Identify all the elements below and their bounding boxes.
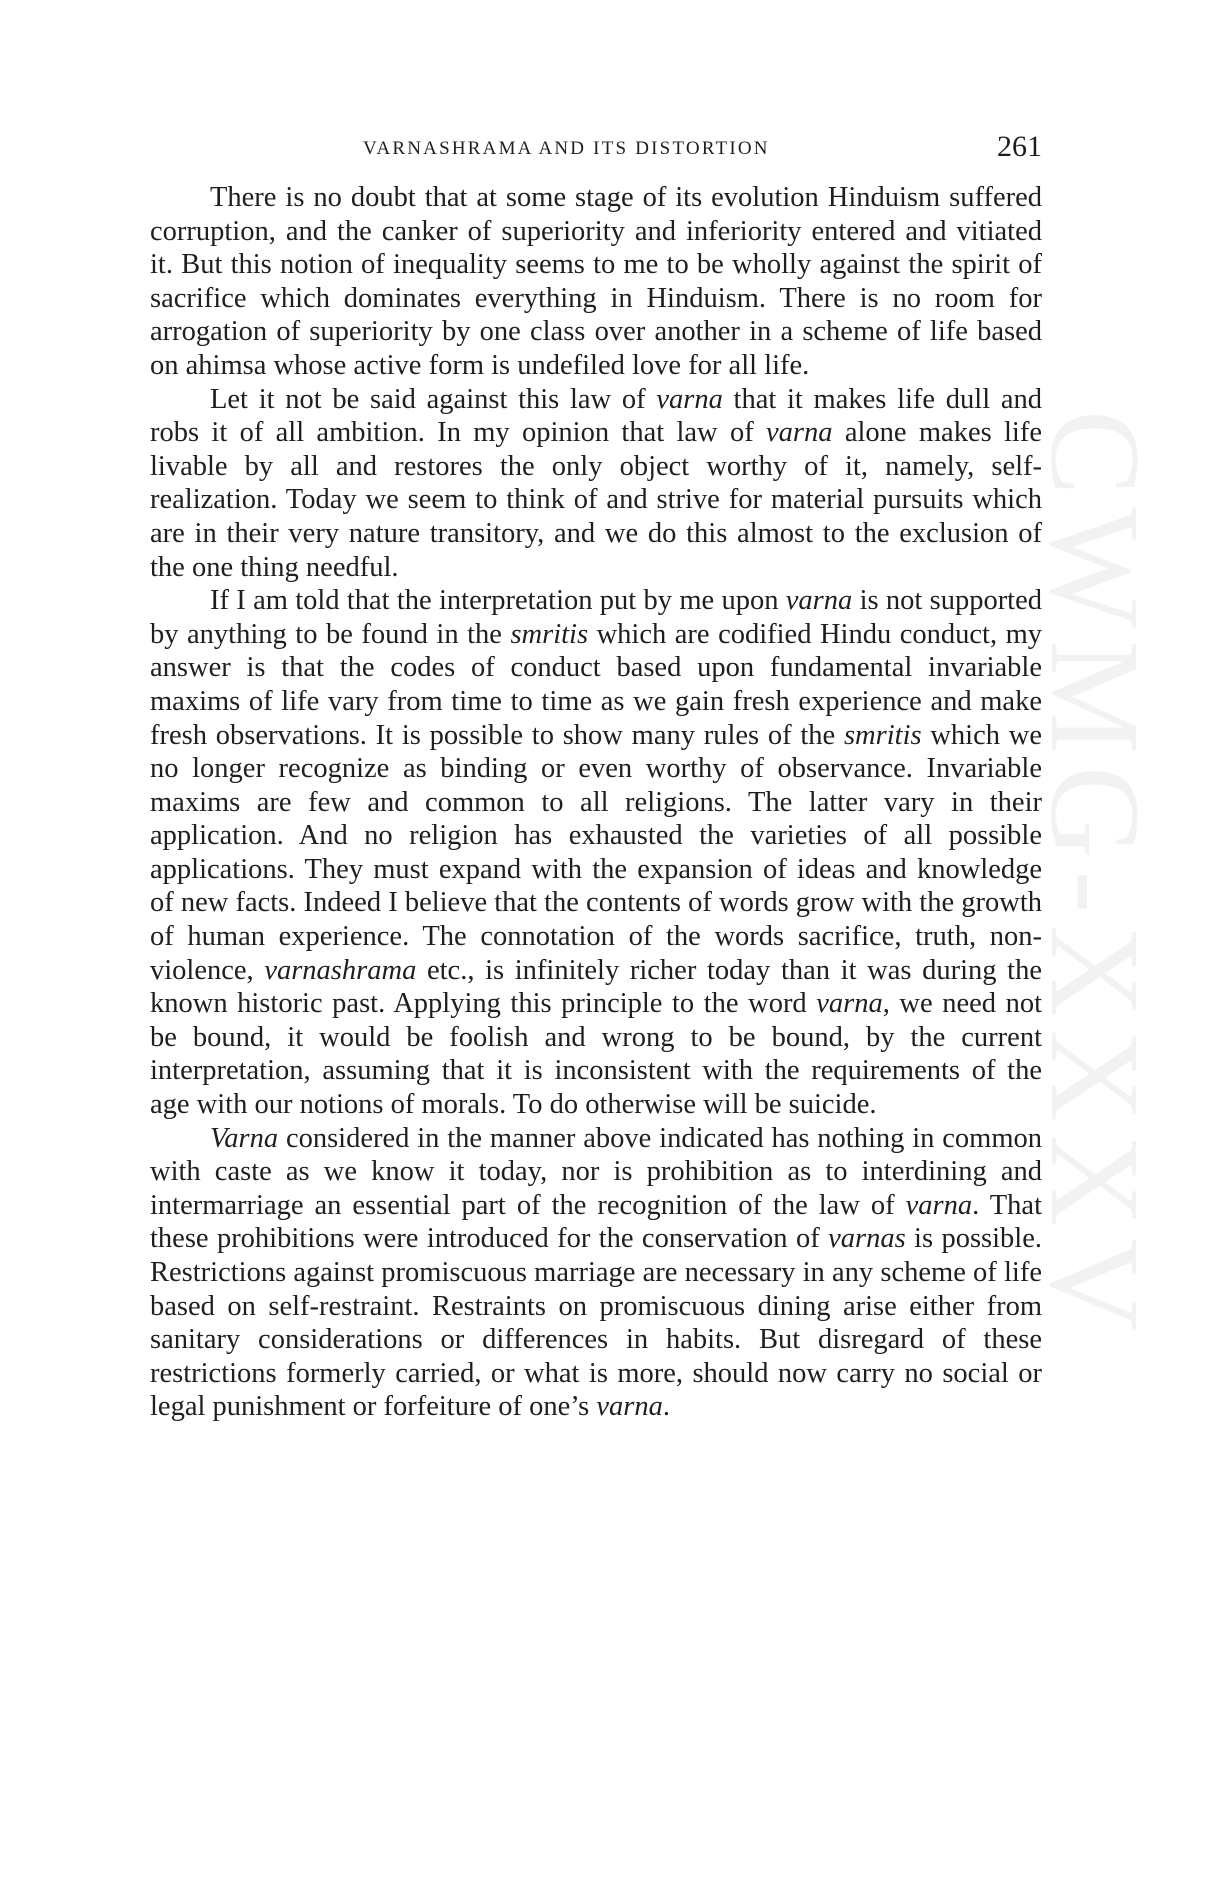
text-run: There is no doubt that at some stage of its evolution Hinduism suffered corruption, and the canker of superiority and inferiority entered and vitiated it. But this notion of inequality seems to me to be wholly against the spirit of sacrifice which dominates everything in Hinduism. There is no room for arrogation of superiority by one class over another in a scheme of life based on ahimsa whose active form is undefiled love for all life. (150, 182, 1042, 381)
paragraph-1 (150, 181, 1042, 383)
italic-term: varnas (828, 1223, 906, 1255)
text-run: which we no longer recognize as binding or even worthy of observance. Invariable maxims are few and common to all religions. The latter vary in their application. And no religion has exhausted the varieties of all possible applications. They must expand with the expansion of ideas and knowledge of new facts. Indeed I believe that the contents of words grow with the growth of human experience. The connotation of the words sacrifice, truth, non-violence, (150, 719, 1042, 986)
text-run: If I am told that the interpretation put by me upon (210, 585, 786, 617)
text-run: , we need not be bound, it would be foolish and wrong to be bound, by the current interpretation, assuming that it is inconsistent with the requirements of the age with our notions of morals. To do otherwise will be suicide. (150, 988, 1042, 1121)
page-number: 261 (997, 130, 1042, 163)
italic-term: varna (816, 988, 883, 1020)
italic-term: varnashrama (264, 954, 417, 986)
text-run: Let it not be said against this law of (210, 383, 657, 415)
italic-term: varna (596, 1391, 663, 1423)
text-run: . (662, 1391, 670, 1423)
text-run: is possible. Restrictions against promiscuous marriage are necessary in any scheme of life based on self-restraint. Restraints on promiscuous dining arise either from sanitary considerations or differences in habits. But disregard of these restrictions formerly carried, or what is more, should now carry no social or legal punishment or forfeiture of one’s (150, 1223, 1042, 1423)
text-run: is not supported by anything to be found in the (150, 585, 1042, 650)
italic-term: smritis (510, 618, 589, 650)
italic-term: smritis (843, 719, 922, 751)
italic-term: varna (766, 417, 833, 449)
paragraph-4 (150, 1122, 1042, 1424)
text-run: alone makes life livable by all and restores the only object worthy of it, namely, self-realization. Today we seem to think of and strive for material pursuits which are in their very nature transitory, and we do this almost to the exclusion of the one thing needful. (150, 417, 1042, 583)
italic-term: Varna (210, 1122, 279, 1154)
text-run: etc., is infinitely richer today than it was during the known historic past. Applying this principle to the word (150, 954, 1042, 1020)
italic-term: varna (905, 1189, 973, 1221)
italic-term: varna (656, 383, 723, 415)
text-run: which are codified Hindu conduct, my answer is that the codes of conduct based upon fundamental invariable maxims of life vary from time to time as we gain fresh experience and make fresh observations. It is possible to show many rules of the (150, 618, 1043, 751)
paragraph-3 (150, 584, 1042, 1122)
paragraph-2 (150, 383, 1042, 585)
body-text (150, 181, 1042, 1424)
text-run: that it makes life dull and robs it of all ambition. In my opinion that law of (150, 383, 1042, 449)
text-run: . That these prohibitions were introduced for the conservation of (150, 1189, 1042, 1255)
text-run: considered in the manner above indicated has nothing in common with caste as we know it today, nor is prohibition as to interdining and intermarriage an essential part of the recognition of the law of (150, 1122, 1042, 1221)
watermark: CWMG-XXXV (1024, 410, 1166, 1343)
running-title: VARNASHRAMA AND ITS DISTORTION (363, 138, 770, 159)
running-head (150, 130, 1042, 170)
italic-term: varna (785, 585, 853, 617)
